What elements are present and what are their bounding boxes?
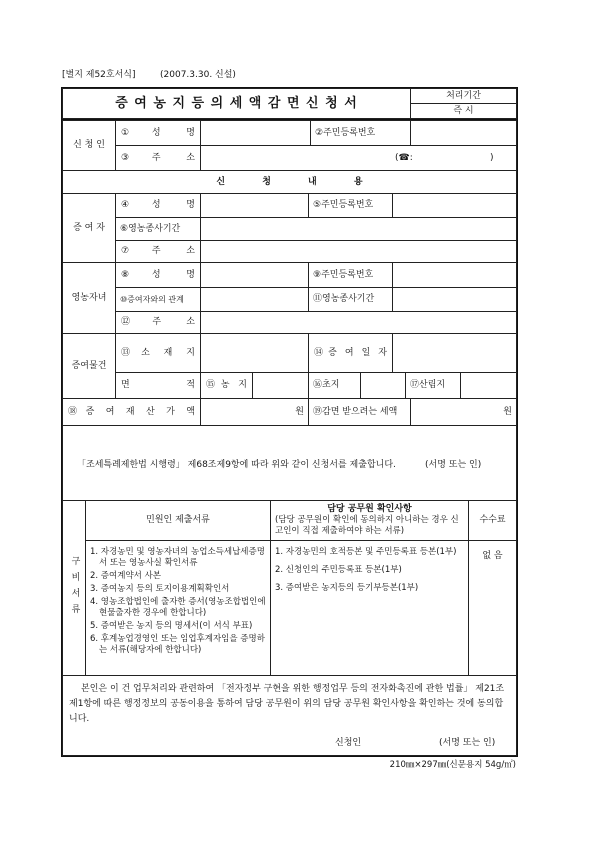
reduction-field — [410, 398, 517, 426]
child-farming-period-label: ⑪영농종사기간 — [308, 287, 393, 312]
list-item: 5. 증여받은 농지 등의 명세서(이 서식 부표) — [90, 621, 253, 631]
statement-signature: (서명 또는 인) — [425, 460, 482, 470]
official-check-note: (담당 공무원이 확인에 동의하지 아니하는 경우 신고인이 직접 제출하여야 하는 서류) — [275, 515, 459, 536]
fee-value: 없 음 — [468, 540, 517, 676]
grassland-label: ⑯초지 — [308, 372, 361, 399]
applicant-rrn-field — [410, 120, 517, 146]
property-section-label: 증여물건 — [62, 333, 116, 399]
gift-date-field — [392, 333, 517, 373]
donor-address-label: ⑦주 소 — [115, 240, 201, 263]
consent-signer-label: 신청인 — [335, 738, 362, 748]
donor-name-label: ④성 명 — [115, 193, 201, 218]
child-name-field — [200, 262, 309, 288]
official-documents-list — [275, 547, 464, 601]
processing-period-label: 처리기간 — [410, 88, 517, 104]
location-label: ⑬소 재 지 — [115, 333, 201, 373]
civil-documents-header: 민원인 제출서류 — [85, 500, 271, 541]
farmland-field — [252, 372, 309, 399]
list-item: 3. 증여받은 농지등의 등기부등본(1부) — [275, 583, 419, 593]
form-number: [별지 제52호서식] — [62, 70, 136, 80]
form-title: 증 여 농 지 등 의 세 액 감 면 신 청 서 — [62, 88, 411, 119]
reduction-unit: 원 — [503, 406, 512, 417]
donor-farming-period-field — [200, 217, 517, 241]
applicant-address-label: ③주 소 — [115, 145, 201, 171]
paper-spec: 210㎜×297㎜(신문용지 54g/㎡) — [389, 760, 516, 770]
official-check-title: 담당 공무원 확인사항 — [327, 504, 412, 514]
consent-block — [62, 675, 517, 756]
civil-documents-list-cell — [85, 540, 271, 676]
gift-value-label: ⑱증 여 재 산 가 액 — [62, 398, 201, 426]
list-item: 1. 자경농민 및 영농자녀의 농업소득세납세증명서 또는 영농사실 확인서류 — [90, 547, 265, 568]
applicant-rrn-label: ②주민등록번호 — [310, 120, 411, 146]
gift-date-label: ⑭증 여 일 자 — [308, 333, 393, 373]
child-relation-label: ⑩증여자와의 관계 — [115, 287, 201, 312]
statement-text: 「조세특례제한법 시행령」 제68조제9항에 따라 위와 같이 신청서를 제출합니다. — [77, 460, 396, 470]
statement-block — [62, 425, 517, 501]
form-date-note: (2007.3.30. 신설) — [160, 70, 236, 80]
list-item: 1. 자경농민의 호적등본 및 주민등록표 등본(1부) — [275, 547, 457, 557]
documents-section-label — [62, 500, 86, 676]
list-item: 2. 신청인의 주민등록표 등본(1부) — [275, 565, 402, 575]
donor-name-field — [200, 193, 309, 218]
child-relation-field — [200, 287, 309, 312]
child-address-field — [200, 311, 517, 334]
donor-farming-period-label: ⑥영농종사기간 — [115, 217, 201, 241]
list-item: 4. 영농조합법인에 출자한 증서(영농조합법인에 현물출자한 경우에 한합니다) — [90, 597, 266, 618]
applicant-name-label: ①성 명 — [115, 120, 201, 146]
gift-value-unit: 원 — [295, 406, 304, 417]
consent-text: 본인은 이 건 업무처리와 관련하여 「전자정부 구현을 위한 행정업무 등의 전자화촉진에 관한 법률」 제21조제1항에 따른 행정정보의 공동이용을 통하여 담당 공무원이 위의 담당 공무원 확인사항을 확인하는 것에 동의합니다. — [69, 684, 505, 724]
child-rrn-label: ⑨주민등록번호 — [308, 262, 393, 288]
phone-close: ) — [490, 153, 494, 163]
applicant-section-label: 신 청 인 — [62, 120, 116, 171]
donor-rrn-label: ⑤주민등록번호 — [308, 193, 393, 218]
child-section-label: 영농자녀 — [62, 262, 116, 334]
child-name-label: ⑧성 명 — [115, 262, 201, 288]
donor-address-field — [200, 240, 517, 263]
documents-section-label-text: 구비서류 — [69, 556, 80, 620]
list-item: 6. 후계농업경영인 또는 임업후계자임을 증명하는 서류(해당자에 한합니다) — [90, 634, 265, 655]
processing-period-value: 즉 시 — [410, 103, 517, 119]
grassland-field — [360, 372, 406, 399]
phone-open: (☎: — [395, 153, 413, 163]
farmland-label: ⑮농 지 — [200, 372, 253, 399]
area-label: 면 적 — [115, 372, 201, 399]
child-address-label: ⑫주 소 — [115, 311, 201, 334]
child-rrn-field — [392, 262, 517, 288]
donor-section-label: 증 여 자 — [62, 193, 116, 263]
official-check-header — [270, 500, 469, 541]
official-documents-list-cell — [270, 540, 469, 676]
location-field — [200, 333, 309, 373]
request-section-header: 신 청 내 용 — [62, 170, 517, 194]
consent-signature: (서명 또는 인) — [439, 738, 496, 748]
list-item: 2. 증여계약서 사본 — [90, 571, 161, 581]
applicant-name-field — [200, 120, 311, 146]
civil-documents-list — [90, 547, 266, 658]
donor-rrn-field — [392, 193, 517, 218]
forest-label: ⑰산림지 — [405, 372, 461, 399]
applicant-address-field — [200, 145, 517, 171]
list-item: 3. 증여농지 등의 토지이용계획확인서 — [90, 584, 230, 594]
forest-field — [460, 372, 517, 399]
reduction-label: ⑲감면 받으려는 세액 — [308, 398, 411, 426]
fee-header: 수수료 — [468, 500, 517, 541]
gift-value-field — [200, 398, 309, 426]
child-farming-period-field — [392, 287, 517, 312]
